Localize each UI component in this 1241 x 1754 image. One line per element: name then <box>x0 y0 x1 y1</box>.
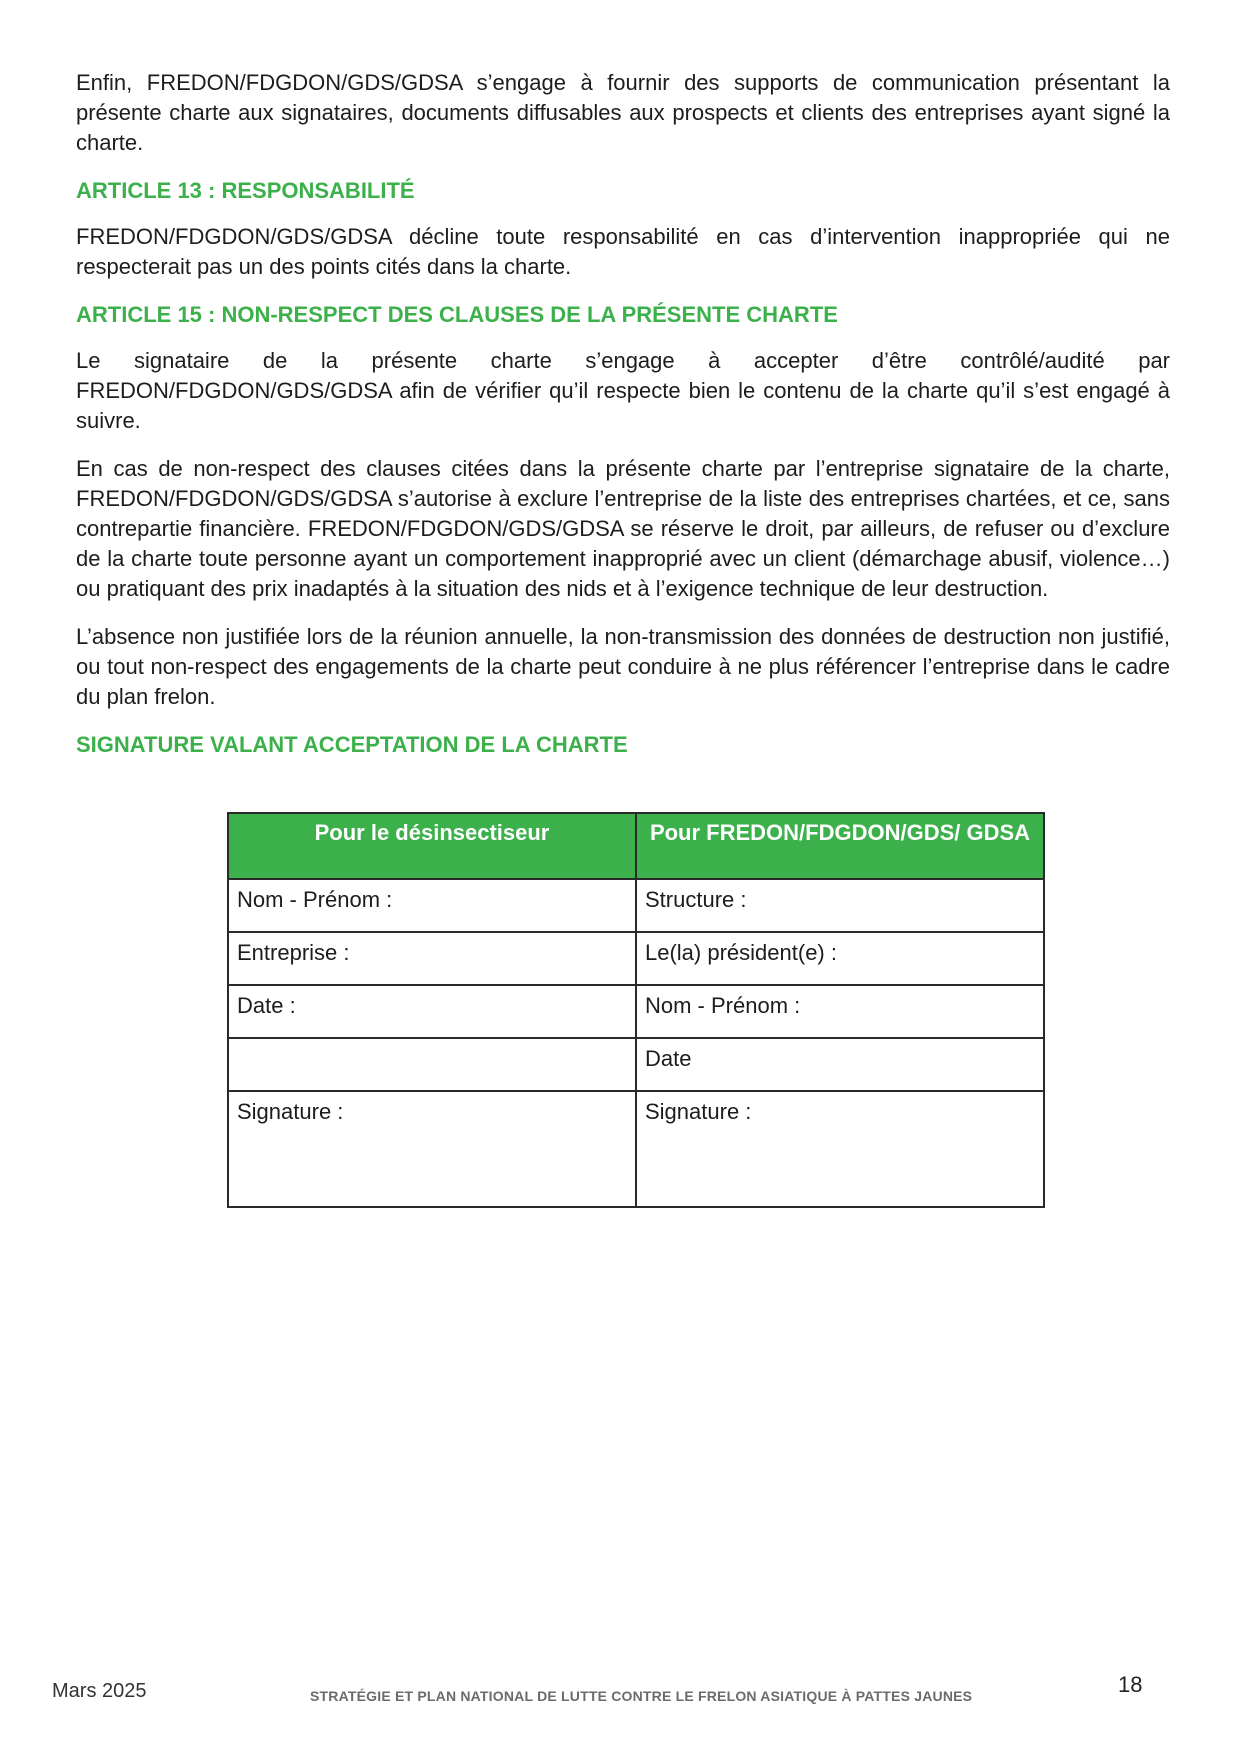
cell-date-right[interactable]: Date <box>636 1038 1044 1091</box>
article-15-paragraph-2: En cas de non-respect des clauses citées dans la présente charte par l’entreprise signataire de la charte, FREDON/FDGDON/GDS/GDSA s’autorise à exclure l’entreprise de la liste des entreprises chartées, et ce, sans contrepartie financière. FREDON/FDGDON/GDS/GDSA se réserve le droit, par ailleurs, de refuser ou d’exclure de la charte toute personne ayant un comportement inapproprié avec un client (démarchage abusif, violence…) ou pratiquant des prix inadaptés à la situation des nids et à l’exigence technique de leur destruction. <box>76 456 1170 601</box>
cell-signature-left[interactable]: Signature : <box>228 1091 636 1207</box>
cell-president[interactable]: Le(la) président(e) : <box>636 932 1044 985</box>
cell-nom-prenom-right[interactable]: Nom - Prénom : <box>636 985 1044 1038</box>
cell-entreprise[interactable]: Entreprise : <box>228 932 636 985</box>
signature-table-header-row <box>228 813 1044 879</box>
table-row <box>228 985 1044 1038</box>
header-fredon: Pour FREDON/FDGDON/GDS/ GDSA <box>636 813 1044 879</box>
cell-date-left[interactable]: Date : <box>228 985 636 1038</box>
article-15-heading: ARTICLE 15 : NON-RESPECT DES CLAUSES DE LA PRÉSENTE CHARTE <box>76 302 838 327</box>
intro-paragraph: Enfin, FREDON/FDGDON/GDS/GDSA s’engage à fournir des supports de communication présentant la présente charte aux signataires, documents diffusables aux prospects et clients des entreprises ayant signé la charte. <box>76 70 1170 155</box>
table-row <box>228 879 1044 932</box>
header-desinsectiseur: Pour le désinsectiseur <box>228 813 636 879</box>
page-number: 18 <box>1118 1672 1143 1697</box>
article-15-paragraph-1: Le signataire de la présente charte s’engage à accepter d’être contrôlé/audité par FREDON/FDGDON/GDS/GDSA afin de vérifier qu’il respecte bien le contenu de la charte qu’il s’est engagé à suivre. <box>76 348 1170 433</box>
signature-heading: SIGNATURE VALANT ACCEPTATION DE LA CHARTE <box>76 732 628 757</box>
cell-nom-prenom[interactable]: Nom - Prénom : <box>228 879 636 932</box>
cell-signature-right[interactable]: Signature : <box>636 1091 1044 1207</box>
footer-title: STRATÉGIE ET PLAN NATIONAL DE LUTTE CONTRE LE FRELON ASIATIQUE À PATTES JAUNES <box>310 1688 973 1704</box>
table-row <box>228 1091 1044 1207</box>
cell-empty[interactable] <box>228 1038 636 1091</box>
cell-structure[interactable]: Structure : <box>636 879 1044 932</box>
footer-date: Mars 2025 <box>52 1680 147 1702</box>
table-row <box>228 1038 1044 1091</box>
page-content <box>76 68 1170 776</box>
article-13-paragraph: FREDON/FDGDON/GDS/GDSA décline toute responsabilité en cas d’intervention inappropriée qui ne respecterait pas un des points cités dans la charte. <box>76 224 1170 279</box>
signature-table <box>227 812 1045 1208</box>
article-15-paragraph-3: L’absence non justifiée lors de la réunion annuelle, la non-transmission des données de destruction non justifié, ou tout non-respect des engagements de la charte peut conduire à ne plus référencer l’entreprise dans le cadre du plan frelon. <box>76 624 1170 709</box>
article-13-heading: ARTICLE 13 : RESPONSABILITÉ <box>76 178 415 203</box>
table-row <box>228 932 1044 985</box>
